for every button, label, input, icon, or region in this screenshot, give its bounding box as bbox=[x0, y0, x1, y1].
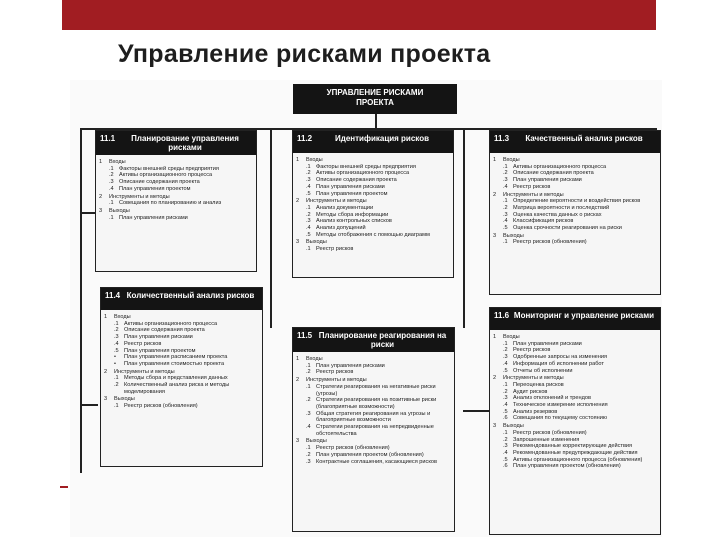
item-number: .1 bbox=[503, 381, 508, 388]
item-text: Анализ отклонений и трендов bbox=[513, 395, 591, 402]
list-item bbox=[296, 369, 451, 376]
list-item bbox=[493, 382, 657, 389]
item-number: .4 bbox=[306, 225, 311, 232]
connector bbox=[375, 113, 377, 129]
item-text: Описание содержания проекта bbox=[513, 170, 594, 177]
item-number: .1 bbox=[109, 214, 114, 221]
list-item bbox=[296, 445, 451, 452]
section-label: Инструменты и методы bbox=[109, 193, 170, 200]
item-number: .4 bbox=[109, 185, 114, 192]
item-number: .2 bbox=[503, 388, 508, 395]
item-number: .2 bbox=[503, 347, 508, 354]
item-number: .3 bbox=[503, 177, 508, 184]
header-title-line2: ПРОЕКТА bbox=[356, 98, 394, 107]
section-number: 1 bbox=[296, 157, 300, 163]
list-item bbox=[493, 347, 657, 354]
section-number: 2 bbox=[296, 377, 300, 384]
item-text: Методы сбора и представления данных bbox=[124, 375, 228, 382]
list-item bbox=[493, 354, 657, 361]
item-text: Реестр рисков (обновления) bbox=[513, 429, 587, 436]
item-number: .1 bbox=[503, 340, 508, 347]
item-number: .2 bbox=[306, 451, 311, 458]
item-text: Активы организационного процесса bbox=[513, 163, 607, 170]
item-text: План управления проектом (обновления) bbox=[513, 463, 621, 470]
section-label: Выходы bbox=[306, 239, 327, 246]
section-number: 2 bbox=[493, 191, 497, 198]
item-number: .2 bbox=[114, 382, 119, 389]
item-number: .5 bbox=[306, 190, 311, 197]
item-number: .4 bbox=[503, 218, 508, 225]
item-text: Техническое измерение исполнения bbox=[513, 402, 608, 409]
section-label: Выходы bbox=[306, 438, 327, 445]
item-number: .3 bbox=[109, 179, 114, 186]
process-number: 11.6 bbox=[494, 311, 510, 320]
list-item bbox=[296, 205, 450, 212]
section-label: Входы bbox=[114, 314, 131, 320]
list-item bbox=[493, 184, 657, 191]
item-number: .3 bbox=[306, 458, 311, 465]
item-text: Отчеты об исполнении bbox=[513, 367, 573, 374]
item-number: .3 bbox=[306, 177, 311, 184]
item-number: .2 bbox=[306, 211, 311, 218]
item-text: Анализ допущений bbox=[316, 225, 366, 232]
item-text: Определение вероятности и воздействия рисков bbox=[513, 198, 641, 205]
list-item bbox=[104, 348, 259, 355]
item-text: Совещания по планированию и анализ bbox=[119, 200, 222, 207]
list-item bbox=[493, 368, 657, 375]
section-number: 2 bbox=[493, 375, 497, 382]
item-number: .1 bbox=[306, 246, 311, 253]
item-text: План управления рисками bbox=[316, 362, 385, 369]
item-number: .1 bbox=[114, 375, 119, 382]
item-number: .1 bbox=[503, 198, 508, 205]
list-item bbox=[296, 384, 451, 397]
process-box-header bbox=[490, 308, 660, 330]
list-item bbox=[296, 459, 451, 466]
item-text: Реестр рисков bbox=[316, 369, 354, 376]
item-text: План управления проектом bbox=[124, 347, 196, 354]
list-item bbox=[493, 457, 657, 464]
list-item bbox=[296, 397, 451, 410]
list-item bbox=[104, 403, 259, 410]
item-text: Рекомендованные корректирующие действия bbox=[513, 443, 633, 450]
item-text: Количественный анализ риска и методы моделирования bbox=[124, 382, 230, 395]
list-item bbox=[493, 415, 657, 422]
item-text: Аудит рисков bbox=[513, 388, 548, 395]
item-text: План управления рисками bbox=[316, 183, 385, 190]
list-item bbox=[493, 341, 657, 348]
item-number: .5 bbox=[503, 456, 508, 463]
section-heading bbox=[99, 208, 253, 215]
section-number: 3 bbox=[493, 232, 497, 239]
connector bbox=[80, 128, 82, 473]
item-number: .5 bbox=[503, 408, 508, 415]
section-heading bbox=[296, 157, 450, 164]
item-text: Классификация рисков bbox=[513, 218, 574, 225]
section-label: Входы bbox=[503, 334, 520, 340]
header-box bbox=[293, 84, 457, 114]
list-item bbox=[296, 212, 450, 219]
section-heading bbox=[104, 314, 259, 321]
section-heading bbox=[296, 377, 451, 384]
list-item bbox=[493, 177, 657, 184]
item-number: .1 bbox=[109, 165, 114, 172]
item-text: Оценка качества данных о рисках bbox=[513, 211, 602, 218]
item-number: .1 bbox=[114, 320, 119, 327]
item-text: Описание содержания проекта bbox=[119, 179, 200, 186]
section-heading bbox=[493, 233, 657, 240]
item-number: .4 bbox=[503, 183, 508, 190]
section-number: 2 bbox=[99, 193, 103, 200]
section-heading bbox=[99, 159, 253, 166]
item-text: Методы отображения с помощью диаграмм bbox=[316, 231, 430, 238]
section-heading bbox=[493, 375, 657, 382]
list-item bbox=[99, 215, 253, 222]
process-box-header bbox=[293, 131, 453, 153]
slide-title: Управление рисками проекта bbox=[118, 40, 491, 68]
process-box-header bbox=[101, 288, 262, 310]
list-item bbox=[296, 170, 450, 177]
list-item bbox=[296, 177, 450, 184]
item-text: Активы организационного процесса bbox=[124, 320, 218, 327]
section-label: Выходы bbox=[503, 423, 524, 430]
list-item bbox=[493, 443, 657, 450]
section-heading bbox=[493, 423, 657, 430]
item-text: Реестр рисков bbox=[316, 246, 354, 253]
item-text: Реестр рисков bbox=[513, 183, 551, 190]
process-box-header bbox=[293, 328, 454, 352]
section-number: 3 bbox=[104, 396, 108, 403]
item-number: • bbox=[114, 360, 116, 367]
list-item bbox=[493, 218, 657, 225]
item-number: .1 bbox=[306, 204, 311, 211]
process-box bbox=[489, 307, 661, 535]
list-item bbox=[296, 452, 451, 459]
item-text: Запрошенные изменения bbox=[513, 436, 580, 443]
list-item bbox=[296, 184, 450, 191]
item-number: .3 bbox=[114, 334, 119, 341]
item-number: .2 bbox=[503, 204, 508, 211]
item-text: Факторы внешней среды предприятия bbox=[119, 165, 219, 172]
section-heading bbox=[104, 396, 259, 403]
item-number: .1 bbox=[306, 163, 311, 170]
list-item bbox=[104, 327, 259, 334]
process-box bbox=[292, 327, 455, 532]
section-number: 3 bbox=[99, 207, 103, 214]
item-text: Одобренные запросы на изменения bbox=[513, 354, 608, 361]
item-text: Информация об исполнении работ bbox=[513, 360, 604, 367]
item-number: .1 bbox=[503, 429, 508, 436]
item-number: .4 bbox=[114, 340, 119, 347]
process-number: 11.2 bbox=[297, 134, 313, 143]
section-label: Выходы bbox=[114, 396, 135, 403]
section-label: Инструменты и методы bbox=[306, 198, 367, 205]
section-number: 1 bbox=[493, 157, 497, 163]
item-text: Реестр рисков bbox=[124, 340, 162, 347]
item-text: Реестр рисков (обновления) bbox=[124, 403, 198, 410]
process-box bbox=[489, 130, 661, 295]
section-label: Входы bbox=[306, 356, 323, 362]
list-item bbox=[493, 205, 657, 212]
connector bbox=[463, 410, 489, 412]
item-text: Анализ контрольных списков bbox=[316, 218, 392, 225]
list-item bbox=[104, 334, 259, 341]
process-box-header bbox=[490, 131, 660, 153]
item-text: План управления расписанием проекта bbox=[124, 354, 228, 361]
list-item bbox=[99, 200, 253, 207]
section-number: 2 bbox=[104, 368, 108, 375]
item-number: .5 bbox=[306, 231, 311, 238]
list-item bbox=[296, 363, 451, 370]
item-text: Стратегии реагирования на позитивные риски (благоприятные возможности) bbox=[316, 397, 437, 410]
section-heading bbox=[296, 198, 450, 205]
list-item bbox=[493, 225, 657, 232]
item-text: Контрактные соглашения, касающиеся рисков bbox=[316, 458, 437, 465]
item-text: Совещания по текущему состоянию bbox=[513, 415, 608, 422]
process-content bbox=[96, 155, 256, 223]
accent-dash bbox=[60, 486, 68, 488]
item-text: План управления рисками bbox=[513, 340, 582, 347]
item-number: .3 bbox=[306, 410, 311, 417]
list-item bbox=[493, 198, 657, 205]
item-number: .3 bbox=[503, 354, 508, 361]
list-item bbox=[493, 463, 657, 470]
list-item bbox=[104, 321, 259, 328]
list-item bbox=[493, 450, 657, 457]
item-number: .1 bbox=[109, 200, 114, 207]
process-number: 11.4 bbox=[105, 291, 121, 300]
list-item bbox=[296, 411, 451, 424]
item-text: Стратегии реагирования на непредвиденные обстоятельства bbox=[316, 424, 434, 437]
connector bbox=[270, 128, 272, 328]
item-number: .3 bbox=[503, 443, 508, 450]
list-item bbox=[493, 239, 657, 246]
section-number: 3 bbox=[493, 423, 497, 430]
process-box-header bbox=[96, 131, 256, 155]
item-text: План управления проектом bbox=[316, 190, 388, 197]
process-number: 11.5 bbox=[297, 331, 313, 340]
item-text: Описание содержания проекта bbox=[124, 327, 205, 334]
process-title: Планирование управления рисками bbox=[131, 134, 239, 152]
section-heading bbox=[296, 438, 451, 445]
item-number: .2 bbox=[503, 170, 508, 177]
section-label: Выходы bbox=[109, 207, 130, 214]
section-label: Входы bbox=[109, 159, 126, 165]
process-title: Идентификация рисков bbox=[335, 134, 429, 143]
section-heading bbox=[99, 194, 253, 201]
list-item bbox=[493, 212, 657, 219]
item-number: .3 bbox=[503, 211, 508, 218]
process-box bbox=[100, 287, 263, 467]
list-item bbox=[493, 395, 657, 402]
section-heading bbox=[104, 369, 259, 376]
item-number: .4 bbox=[503, 449, 508, 456]
item-number: .6 bbox=[503, 463, 508, 470]
item-text: Реестр рисков (обновления) bbox=[316, 445, 390, 452]
item-number: • bbox=[114, 354, 116, 361]
section-label: Входы bbox=[306, 157, 323, 163]
list-item bbox=[296, 191, 450, 198]
item-text: Реестр рисков bbox=[513, 347, 551, 354]
process-box bbox=[292, 130, 454, 278]
item-text: План управления проектом bbox=[119, 185, 191, 192]
list-item bbox=[104, 341, 259, 348]
section-heading bbox=[493, 157, 657, 164]
list-item bbox=[493, 361, 657, 368]
section-heading bbox=[296, 356, 451, 363]
item-text: Анализ резервов bbox=[513, 408, 558, 415]
section-heading bbox=[296, 239, 450, 246]
item-number: .1 bbox=[306, 445, 311, 452]
process-title: Количественный анализ рисков bbox=[126, 291, 255, 300]
item-number: .1 bbox=[306, 362, 311, 369]
item-text: Описание содержания проекта bbox=[316, 177, 397, 184]
item-number: .1 bbox=[114, 403, 119, 410]
item-number: .4 bbox=[306, 424, 311, 431]
item-number: .2 bbox=[109, 172, 114, 179]
top-accent-bar bbox=[62, 0, 656, 30]
process-content bbox=[490, 153, 660, 248]
list-item bbox=[296, 164, 450, 171]
item-text: Реестр рисков (обновления) bbox=[513, 239, 587, 246]
list-item bbox=[296, 232, 450, 239]
item-text: План управления проектом (обновления) bbox=[316, 451, 424, 458]
list-item bbox=[493, 170, 657, 177]
process-number: 11.3 bbox=[494, 134, 510, 143]
item-number: .5 bbox=[503, 225, 508, 232]
section-number: 1 bbox=[296, 356, 300, 362]
list-item bbox=[493, 164, 657, 171]
list-item bbox=[296, 246, 450, 253]
section-label: Инструменты и методы bbox=[114, 368, 175, 375]
item-text: Оценка срочности реагирования на риски bbox=[513, 225, 622, 232]
section-label: Инструменты и методы bbox=[503, 191, 564, 198]
process-content bbox=[490, 330, 660, 472]
section-label: Инструменты и методы bbox=[306, 377, 367, 384]
section-number: 2 bbox=[296, 198, 300, 205]
section-number: 1 bbox=[493, 334, 497, 340]
item-number: .1 bbox=[503, 239, 508, 246]
item-number: .1 bbox=[503, 163, 508, 170]
item-text: План управления рисками bbox=[124, 334, 193, 341]
section-number: 3 bbox=[296, 239, 300, 246]
item-text: Рекомендованные предупреждающие действия bbox=[513, 449, 638, 456]
list-item bbox=[493, 402, 657, 409]
header-title-line1: УПРАВЛЕНИЕ РИСКАМИ bbox=[326, 88, 424, 97]
item-number: .2 bbox=[306, 369, 311, 376]
item-text: Активы организационного процесса (обновления) bbox=[513, 456, 643, 463]
list-item bbox=[296, 424, 451, 437]
process-content bbox=[293, 153, 453, 255]
list-item bbox=[104, 382, 259, 395]
process-title: Качественный анализ рисков bbox=[525, 134, 643, 143]
section-label: Выходы bbox=[503, 232, 524, 239]
list-item bbox=[296, 225, 450, 232]
item-text: План управления рисками bbox=[119, 214, 188, 221]
item-text: Общая стратегия реагирования на угрозы и благоприятные возможности bbox=[316, 410, 431, 424]
item-number: .4 bbox=[306, 183, 311, 190]
section-number: 3 bbox=[296, 438, 300, 445]
item-text: Матрица вероятности и последствий bbox=[513, 204, 610, 211]
process-content bbox=[101, 310, 262, 412]
list-item bbox=[99, 172, 253, 179]
item-number: .2 bbox=[306, 397, 311, 404]
item-text: Методы сбора информации bbox=[316, 211, 389, 218]
item-number: .5 bbox=[503, 367, 508, 374]
process-content bbox=[293, 352, 454, 467]
item-text: Активы организационного процесса bbox=[316, 170, 410, 177]
list-item bbox=[99, 186, 253, 193]
item-number: .5 bbox=[114, 347, 119, 354]
list-item bbox=[104, 354, 259, 361]
item-text: Анализ документации bbox=[316, 204, 374, 211]
list-item bbox=[99, 166, 253, 173]
item-text: План управления рисками bbox=[513, 177, 582, 184]
item-text: Активы организационного процесса bbox=[119, 172, 213, 179]
item-text: Переоценка рисков bbox=[513, 381, 564, 388]
list-item bbox=[99, 179, 253, 186]
process-box bbox=[95, 130, 257, 272]
section-label: Инструменты и методы bbox=[503, 375, 564, 382]
item-text: Факторы внешней среды предприятия bbox=[316, 163, 416, 170]
item-number: .3 bbox=[306, 218, 311, 225]
connector bbox=[80, 404, 98, 406]
item-number: .4 bbox=[503, 360, 508, 367]
section-number: 1 bbox=[99, 159, 103, 165]
item-number: .3 bbox=[503, 395, 508, 402]
item-text: План управления стоимостью проекта bbox=[124, 360, 225, 367]
process-title: Мониторинг и управление рисками bbox=[513, 311, 655, 320]
item-number: .2 bbox=[503, 436, 508, 443]
item-number: .2 bbox=[114, 327, 119, 334]
process-number: 11.1 bbox=[100, 134, 116, 143]
process-title: Планирование реагирования на риски bbox=[318, 331, 447, 349]
list-item bbox=[493, 430, 657, 437]
list-item bbox=[493, 409, 657, 416]
item-number: .4 bbox=[503, 402, 508, 409]
section-label: Входы bbox=[503, 157, 520, 163]
section-heading bbox=[493, 334, 657, 341]
section-number: 1 bbox=[104, 314, 108, 320]
item-text: Стратегии реагирования на негативные риски (угрозы) bbox=[316, 383, 436, 397]
list-item bbox=[104, 361, 259, 368]
item-number: .6 bbox=[503, 415, 508, 422]
item-number: .1 bbox=[306, 383, 311, 390]
item-number: .2 bbox=[306, 170, 311, 177]
connector bbox=[463, 128, 465, 328]
